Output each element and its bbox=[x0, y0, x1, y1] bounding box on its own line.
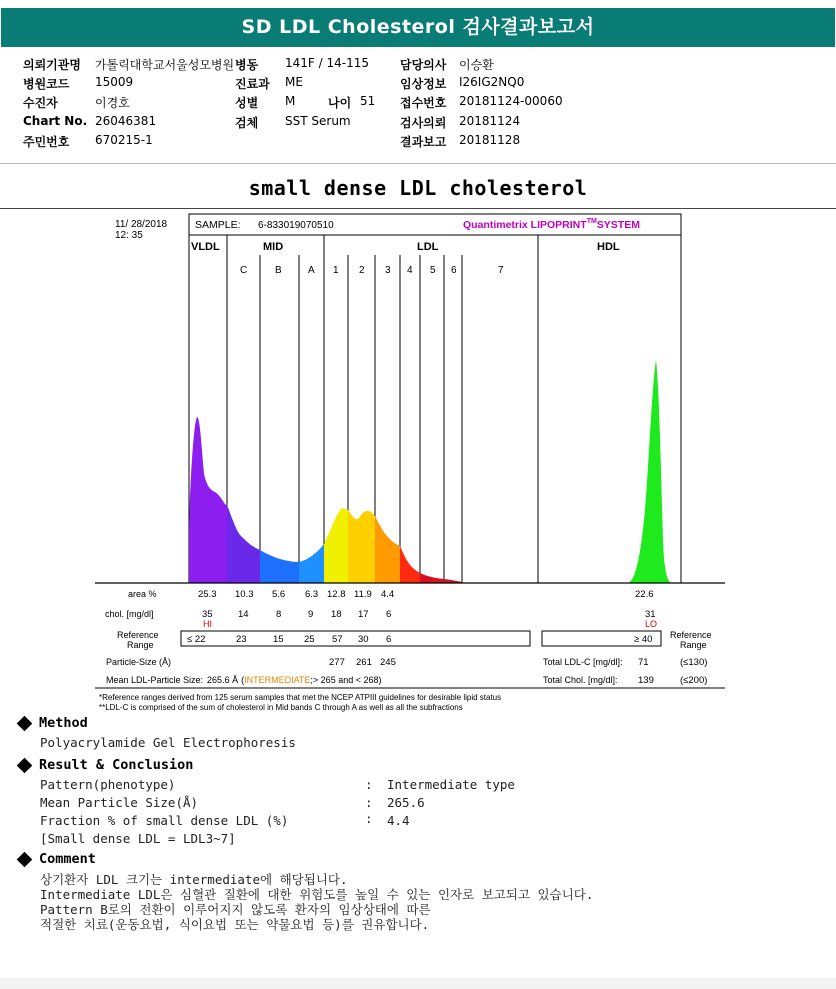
value-request-date: 20181124 bbox=[459, 114, 521, 128]
label-resident-no: 주민번호 bbox=[23, 135, 70, 149]
band-label-c: C bbox=[240, 265, 248, 276]
ref-value: 57 bbox=[332, 634, 343, 645]
value-resident-no: 670215-1 bbox=[95, 133, 153, 147]
comment-title: Comment bbox=[39, 851, 96, 867]
info-row bbox=[23, 94, 813, 112]
comment-line: 적절한 치료(운동요법, 식이요법 또는 약물요법 등)를 권유합니다. bbox=[40, 917, 430, 932]
label-patient: 수진자 bbox=[23, 96, 58, 110]
group-label-hdl: HDL bbox=[597, 241, 620, 253]
sample-label: SAMPLE: bbox=[195, 219, 241, 231]
chol-value: 35 bbox=[202, 609, 213, 620]
lo-flag: LO bbox=[645, 619, 658, 629]
group-label-ldl: LDL bbox=[417, 241, 439, 253]
ref-value: 23 bbox=[236, 634, 247, 645]
chol-label: chol. [mg/dl] bbox=[105, 609, 154, 619]
chol-value: 8 bbox=[276, 609, 282, 620]
divider bbox=[0, 208, 836, 209]
ref-label-right: Range bbox=[680, 640, 707, 650]
chol-value: 31 bbox=[645, 609, 656, 620]
hi-flag: HI bbox=[203, 619, 212, 629]
sample-value: 6-833019070510 bbox=[258, 220, 334, 231]
chart-time: 12: 35 bbox=[115, 230, 143, 241]
total-chol-ref: (≤200) bbox=[680, 675, 708, 686]
total-chol-value: 139 bbox=[638, 675, 654, 686]
result-section bbox=[17, 757, 193, 773]
result-value: 265.6 bbox=[387, 795, 425, 810]
chol-value: 6 bbox=[386, 609, 392, 620]
label-report-date: 결과보고 bbox=[400, 135, 447, 149]
area-value: 22.6 bbox=[635, 589, 654, 600]
band-label-1: 1 bbox=[333, 265, 339, 276]
footnote: *Reference ranges derived from 125 serum samples that met the NCEP ATPIII guidelines for desirable lipid status bbox=[99, 693, 502, 702]
total-ldl-value: 71 bbox=[638, 657, 649, 668]
result-label: Pattern(phenotype) bbox=[40, 777, 176, 792]
area-value: 4.4 bbox=[381, 589, 395, 600]
ref-value: 30 bbox=[358, 634, 369, 645]
result-title: Result & Conclusion bbox=[39, 757, 194, 773]
total-ldl-label: Total LDL-C [mg/dl]: bbox=[543, 657, 623, 667]
value-clinical-info: I26IG2NQ0 bbox=[459, 75, 525, 89]
area-value: 12.8 bbox=[327, 589, 346, 600]
value-department: ME bbox=[285, 75, 303, 89]
report-title: SD LDL Cholesterol 검사결과보고서 bbox=[1, 8, 835, 47]
lipoprint-chart bbox=[95, 210, 735, 715]
chart-date: 11/ 28/2018 bbox=[115, 219, 168, 230]
info-row bbox=[23, 75, 813, 93]
value-requesting-institution: 가톨릭대학교서울성모병원 bbox=[95, 58, 235, 72]
result-colon: : bbox=[365, 795, 373, 810]
value-patient: 이경호 bbox=[95, 96, 130, 110]
total-ldl-ref: (≤130) bbox=[680, 657, 708, 668]
value-report-date: 20181128 bbox=[459, 133, 521, 147]
label-chart-no: Chart No. bbox=[23, 114, 88, 128]
section-subtitle: small dense LDL cholesterol bbox=[248, 176, 588, 200]
footnote: **LDL-C is comprised of the sum of cholesterol in Mid bands C through A as well as all the subfractions bbox=[99, 703, 463, 712]
ref-label-right: Reference bbox=[670, 630, 712, 640]
result-note: [Small dense LDL = LDL3~7] bbox=[40, 831, 236, 846]
comment-line: 상기환자 LDL 크기는 intermediate에 해당됩니다. bbox=[40, 872, 348, 887]
band-label-b: B bbox=[275, 265, 282, 276]
chol-value: 14 bbox=[238, 609, 249, 620]
result-colon: : bbox=[365, 811, 373, 826]
method-title: Method bbox=[39, 715, 88, 731]
mean-particle-line: Mean LDL-Particle Size: 265.6 Å (INTERMEDIATE;> 265 and < 268) bbox=[106, 675, 382, 685]
area-value: 5.6 bbox=[272, 589, 286, 600]
value-sex: M bbox=[285, 94, 296, 108]
group-label-vldl: VLDL bbox=[191, 241, 220, 253]
result-colon: : bbox=[365, 777, 373, 792]
result-label: Mean Particle Size(Å) bbox=[40, 795, 199, 810]
band-label-7: 7 bbox=[498, 265, 504, 276]
comment-section bbox=[17, 851, 96, 867]
method-text: Polyacrylamide Gel Electrophoresis bbox=[40, 735, 296, 750]
area-value: 25.3 bbox=[198, 589, 217, 600]
value-chart-no: 26046381 bbox=[95, 114, 157, 128]
ref-value: 15 bbox=[273, 634, 284, 645]
label-request-date: 검사의뢰 bbox=[400, 116, 447, 130]
particle-size-value: 245 bbox=[380, 657, 396, 668]
total-chol-label: Total Chol. [mg/dl]: bbox=[543, 675, 618, 685]
label-physician: 담당의사 bbox=[400, 58, 447, 72]
area-value: 11.9 bbox=[354, 589, 372, 600]
label-hospital-code: 병원코드 bbox=[23, 77, 70, 91]
band-label-3: 3 bbox=[385, 265, 391, 276]
band-label-5: 5 bbox=[430, 265, 436, 276]
band-label-4: 4 bbox=[407, 265, 413, 276]
info-row bbox=[23, 133, 813, 151]
bullet-diamond-icon bbox=[17, 851, 33, 867]
value-accession-no: 20181124-00060 bbox=[459, 94, 563, 108]
chol-value: 9 bbox=[308, 609, 314, 620]
ref-label: Reference bbox=[117, 630, 159, 640]
comment-line: Pattern B로의 전환이 이루어지지 않도록 환자의 임상상태에 따른 bbox=[40, 902, 431, 917]
brand-label: Quantimetrix LIPOPRINT™SYSTEM bbox=[463, 218, 640, 231]
area-label: area % bbox=[128, 589, 157, 599]
method-section bbox=[17, 715, 88, 731]
value-specimen: SST Serum bbox=[285, 114, 351, 128]
info-row bbox=[23, 114, 813, 132]
result-label: Fraction % of small dense LDL (%) bbox=[40, 813, 289, 828]
label-requesting-institution: 의뢰기관명 bbox=[23, 58, 81, 72]
ref-value: ≤ 22 bbox=[187, 634, 206, 645]
label-department: 진료과 bbox=[235, 77, 270, 91]
group-label-mid: MID bbox=[263, 241, 284, 253]
comment-line: Intermediate LDL은 심혈관 질환에 대한 위험도를 높일 수 있는 인자로 보고되고 있습니다. bbox=[40, 887, 594, 902]
label-specimen: 검체 bbox=[235, 116, 259, 130]
label-sex: 성별 bbox=[235, 96, 259, 110]
lipoprint-svg bbox=[95, 210, 735, 715]
result-value: 4.4 bbox=[387, 813, 410, 828]
result-value: Intermediate type bbox=[387, 777, 515, 792]
bullet-diamond-icon bbox=[17, 715, 33, 731]
particle-size-value: 261 bbox=[356, 657, 372, 668]
band-label-2: 2 bbox=[359, 265, 365, 276]
label-accession-no: 접수번호 bbox=[400, 96, 447, 110]
info-row bbox=[23, 56, 813, 74]
chol-value: 17 bbox=[358, 609, 369, 620]
value-hospital-code: 15009 bbox=[95, 75, 134, 89]
ref-value: 25 bbox=[304, 634, 315, 645]
ref-value: 6 bbox=[386, 634, 392, 645]
ref-value-hdl: ≥ 40 bbox=[634, 634, 653, 645]
bullet-diamond-icon bbox=[17, 757, 33, 773]
value-age: 51 bbox=[360, 94, 376, 108]
ref-label: Range bbox=[127, 640, 154, 650]
band-label-a: A bbox=[308, 265, 315, 276]
value-physician: 이승환 bbox=[459, 58, 494, 72]
label-ward: 병동 bbox=[235, 58, 259, 72]
particle-size-label: Particle-Size (Å) bbox=[106, 657, 172, 667]
chol-value: 18 bbox=[331, 609, 342, 620]
label-clinical-info: 임상정보 bbox=[400, 77, 447, 91]
band-2 bbox=[348, 510, 375, 583]
area-value: 6.3 bbox=[305, 589, 319, 600]
particle-size-value: 277 bbox=[329, 657, 345, 668]
area-value: 10.3 bbox=[235, 589, 254, 600]
divider bbox=[0, 163, 836, 164]
band-label-6: 6 bbox=[451, 265, 457, 276]
value-ward: 141F / 14-115 bbox=[285, 56, 369, 70]
label-age: 나이 bbox=[328, 96, 352, 110]
